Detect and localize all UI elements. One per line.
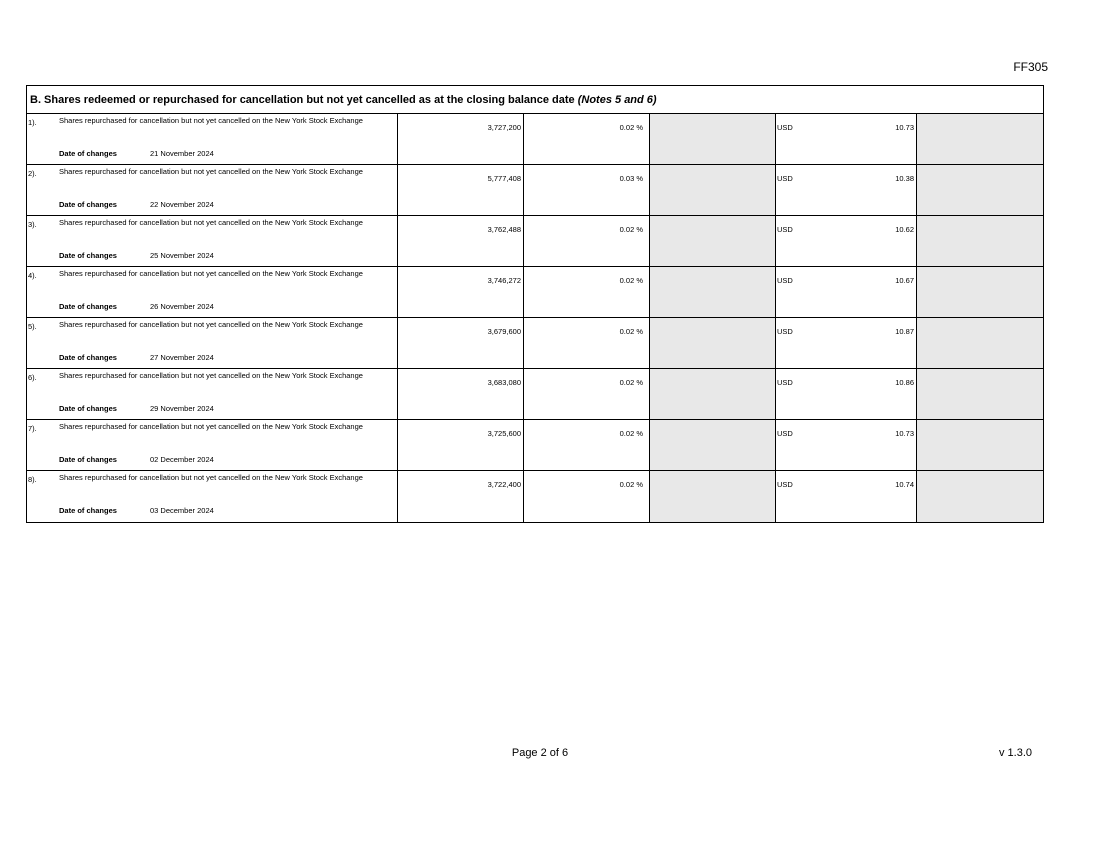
price: 10.67 (895, 276, 914, 285)
date-of-changes-label: Date of changes (59, 353, 117, 362)
row-index: 3). (28, 220, 37, 229)
percentage-cell (524, 318, 650, 368)
row-index: 2). (28, 169, 37, 178)
date-of-changes-value: 29 November 2024 (150, 404, 214, 413)
shaded-cell (917, 267, 1043, 317)
number-of-shares-cell (398, 369, 524, 419)
price: 10.38 (895, 174, 914, 183)
section-b-heading-text: B. Shares redeemed or repurchased for cancellation but not yet cancelled as at the closing balance date (30, 94, 575, 106)
date-of-changes-value: 22 November 2024 (150, 200, 214, 209)
currency-code: USD (777, 123, 793, 132)
table-row (27, 216, 1043, 267)
date-of-changes (59, 506, 214, 515)
date-of-changes (59, 455, 214, 464)
currency-code: USD (777, 327, 793, 336)
page-number: Page 2 of 6 (511, 747, 569, 759)
table-row (27, 369, 1043, 420)
date-of-changes-value: 03 December 2024 (150, 506, 214, 515)
row-description: Shares repurchased for cancellation but not yet cancelled on the New York Stock Exchange (59, 320, 363, 329)
currency-code: USD (777, 429, 793, 438)
date-of-changes-label: Date of changes (59, 302, 117, 311)
percentage: 0.02 % (619, 429, 643, 438)
number-of-shares: 3,762,488 (487, 225, 521, 234)
number-of-shares: 3,683,080 (487, 378, 521, 387)
percentage: 0.03 % (619, 174, 643, 183)
row-index: 8). (28, 475, 37, 484)
percentage: 0.02 % (619, 480, 643, 489)
shaded-cell (650, 369, 776, 419)
price-cell (776, 165, 917, 215)
shaded-cell (650, 420, 776, 470)
percentage-cell (524, 114, 650, 164)
price-cell (776, 471, 917, 522)
shaded-cell (650, 165, 776, 215)
row-description: Shares repurchased for cancellation but not yet cancelled on the New York Stock Exchange (59, 218, 363, 227)
description-cell (27, 114, 398, 164)
shaded-cell (650, 471, 776, 522)
row-description: Shares repurchased for cancellation but not yet cancelled on the New York Stock Exchange (59, 422, 363, 431)
number-of-shares-cell (398, 114, 524, 164)
description-cell (27, 267, 398, 317)
description-cell (27, 369, 398, 419)
number-of-shares: 5,777,408 (487, 174, 521, 183)
number-of-shares-cell (398, 165, 524, 215)
percentage: 0.02 % (619, 225, 643, 234)
price-cell (776, 114, 917, 164)
date-of-changes-label: Date of changes (59, 404, 117, 413)
row-description: Shares repurchased for cancellation but not yet cancelled on the New York Stock Exchange (59, 116, 363, 125)
date-of-changes-value: 02 December 2024 (150, 455, 214, 464)
price-cell (776, 216, 917, 266)
date-of-changes-label: Date of changes (59, 200, 117, 209)
shaded-cell (917, 114, 1043, 164)
percentage-cell (524, 471, 650, 522)
date-of-changes (59, 200, 214, 209)
shaded-cell (650, 267, 776, 317)
description-cell (27, 165, 398, 215)
date-of-changes (59, 251, 214, 260)
shaded-cell (917, 420, 1043, 470)
form-code: FF305 (1013, 60, 1048, 74)
number-of-shares: 3,727,200 (487, 123, 521, 132)
shaded-cell (917, 369, 1043, 419)
percentage-cell (524, 369, 650, 419)
currency-code: USD (777, 276, 793, 285)
description-cell (27, 471, 398, 522)
price-cell (776, 369, 917, 419)
number-of-shares-cell (398, 267, 524, 317)
row-index: 4). (28, 271, 37, 280)
description-cell (27, 420, 398, 470)
percentage: 0.02 % (619, 276, 643, 285)
shaded-cell (650, 216, 776, 266)
section-b-heading-notes: (Notes 5 and 6) (577, 94, 657, 106)
date-of-changes-label: Date of changes (59, 251, 117, 260)
row-description: Shares repurchased for cancellation but not yet cancelled on the New York Stock Exchange (59, 167, 363, 176)
currency-code: USD (777, 174, 793, 183)
row-description: Shares repurchased for cancellation but not yet cancelled on the New York Stock Exchange (59, 371, 363, 380)
number-of-shares-cell (398, 471, 524, 522)
shaded-cell (650, 114, 776, 164)
shaded-cell (650, 318, 776, 368)
price: 10.87 (895, 327, 914, 336)
date-of-changes-value: 25 November 2024 (150, 251, 214, 260)
date-of-changes-value: 26 November 2024 (150, 302, 214, 311)
row-index: 7). (28, 424, 37, 433)
percentage-cell (524, 420, 650, 470)
date-of-changes-value: 21 November 2024 (150, 149, 214, 158)
number-of-shares: 3,722,400 (487, 480, 521, 489)
shaded-cell (917, 216, 1043, 266)
currency-code: USD (777, 225, 793, 234)
price: 10.73 (895, 429, 914, 438)
number-of-shares: 3,679,600 (487, 327, 521, 336)
date-of-changes-value: 27 November 2024 (150, 353, 214, 362)
table-row (27, 114, 1043, 165)
price-cell (776, 420, 917, 470)
price-cell (776, 318, 917, 368)
price: 10.74 (895, 480, 914, 489)
percentage: 0.02 % (619, 378, 643, 387)
date-of-changes (59, 149, 214, 158)
shaded-cell (917, 471, 1043, 522)
number-of-shares-cell (398, 420, 524, 470)
price: 10.62 (895, 225, 914, 234)
date-of-changes (59, 302, 214, 311)
section-b-heading (27, 86, 1043, 114)
description-cell (27, 318, 398, 368)
percentage: 0.02 % (619, 123, 643, 132)
table-row (27, 267, 1043, 318)
table-row (27, 471, 1043, 522)
version-label: v 1.3.0 (998, 747, 1032, 759)
price: 10.73 (895, 123, 914, 132)
number-of-shares-cell (398, 318, 524, 368)
number-of-shares-cell (398, 216, 524, 266)
price: 10.86 (895, 378, 914, 387)
table-row (27, 165, 1043, 216)
table-row (27, 318, 1043, 369)
date-of-changes (59, 404, 214, 413)
percentage-cell (524, 216, 650, 266)
currency-code: USD (777, 480, 793, 489)
currency-code: USD (777, 378, 793, 387)
percentage-cell (524, 165, 650, 215)
description-cell (27, 216, 398, 266)
date-of-changes-label: Date of changes (59, 506, 117, 515)
row-index: 6). (28, 373, 37, 382)
row-index: 1). (28, 118, 37, 127)
date-of-changes-label: Date of changes (59, 455, 117, 464)
row-index: 5). (28, 322, 37, 331)
shaded-cell (917, 165, 1043, 215)
number-of-shares: 3,746,272 (487, 276, 521, 285)
section-b-table (26, 85, 1044, 523)
price-cell (776, 267, 917, 317)
date-of-changes (59, 353, 214, 362)
percentage-cell (524, 267, 650, 317)
row-description: Shares repurchased for cancellation but not yet cancelled on the New York Stock Exchange (59, 473, 363, 482)
row-description: Shares repurchased for cancellation but not yet cancelled on the New York Stock Exchange (59, 269, 363, 278)
shaded-cell (917, 318, 1043, 368)
percentage: 0.02 % (619, 327, 643, 336)
number-of-shares: 3,725,600 (487, 429, 521, 438)
table-row (27, 420, 1043, 471)
date-of-changes-label: Date of changes (59, 149, 117, 158)
